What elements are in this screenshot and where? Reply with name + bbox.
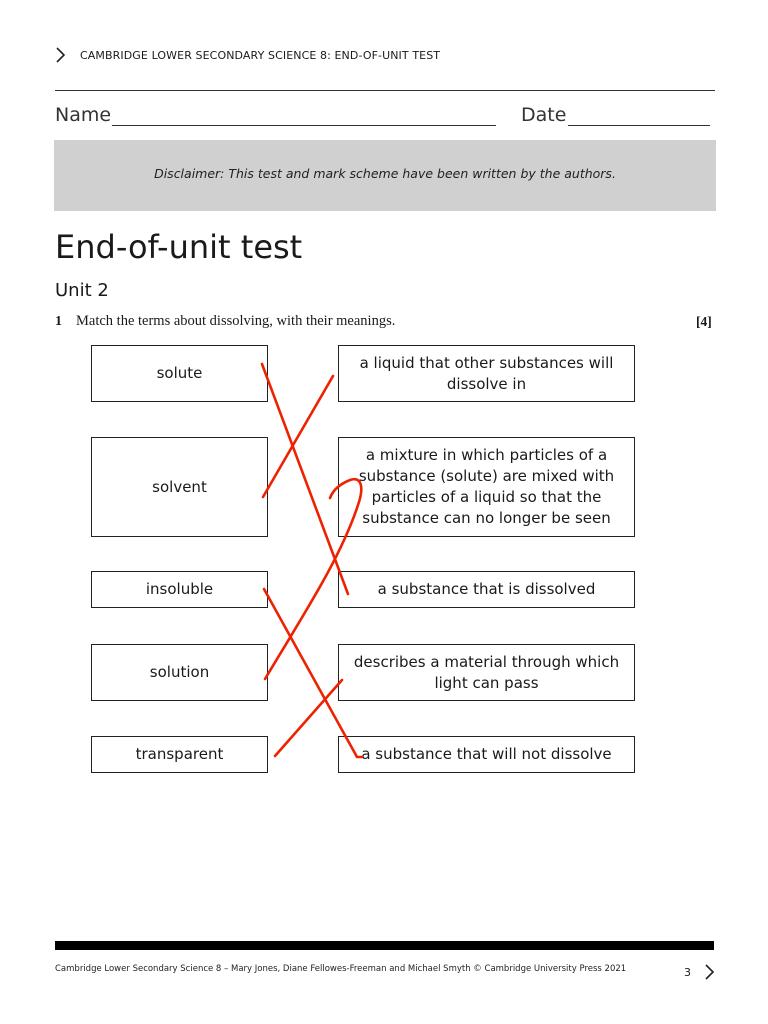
meaning-box-transparent-definition: describes a material through which light can pass xyxy=(338,644,635,701)
disclaimer-box xyxy=(54,140,716,211)
disclaimer-text: Disclaimer: This test and mark scheme have been written by the authors. xyxy=(154,166,616,181)
running-header: CAMBRIDGE LOWER SECONDARY SCIENCE 8: END-OF-UNIT TEST xyxy=(80,49,441,62)
term-box-solution: solution xyxy=(91,644,268,701)
unit-label: Unit 2 xyxy=(55,280,109,301)
meaning-box-solute-definition: a substance that is dissolved xyxy=(338,571,635,608)
name-field-line[interactable] xyxy=(112,125,496,126)
name-label: Name xyxy=(55,104,112,126)
page-title: End-of-unit test xyxy=(55,228,303,266)
footer-bar xyxy=(55,941,714,950)
match-line-solute xyxy=(262,364,348,594)
header-rule xyxy=(55,90,715,91)
chevron-right-icon xyxy=(52,46,68,64)
question-text: Match the terms about dissolving, with their meanings. xyxy=(76,313,396,329)
match-line-solvent xyxy=(263,376,333,497)
question-number: 1 xyxy=(55,314,62,329)
term-box-transparent: transparent xyxy=(91,736,268,773)
term-box-insoluble: insoluble xyxy=(91,571,268,608)
date-label: Date xyxy=(521,104,567,126)
question-marks: [4] xyxy=(696,314,712,329)
meaning-box-insoluble-definition: a substance that will not dissolve xyxy=(338,736,635,773)
page-number: 3 xyxy=(684,966,691,979)
term-box-solute: solute xyxy=(91,345,268,402)
meaning-box-solution-definition: a mixture in which particles of a substance (solute) are mixed with particles of a liquid so that the substance can no longer be seen xyxy=(338,437,635,537)
footer-credit: Cambridge Lower Secondary Science 8 – Mary Jones, Diane Fellowes-Freeman and Michael Smyth © Cambridge University Press 2021 xyxy=(55,964,627,974)
term-box-solvent: solvent xyxy=(91,437,268,537)
chevron-right-icon xyxy=(702,963,716,981)
meaning-box-solvent-definition: a liquid that other substances will dissolve in xyxy=(338,345,635,402)
date-field-line[interactable] xyxy=(568,125,710,126)
match-line-transparent xyxy=(275,680,342,756)
